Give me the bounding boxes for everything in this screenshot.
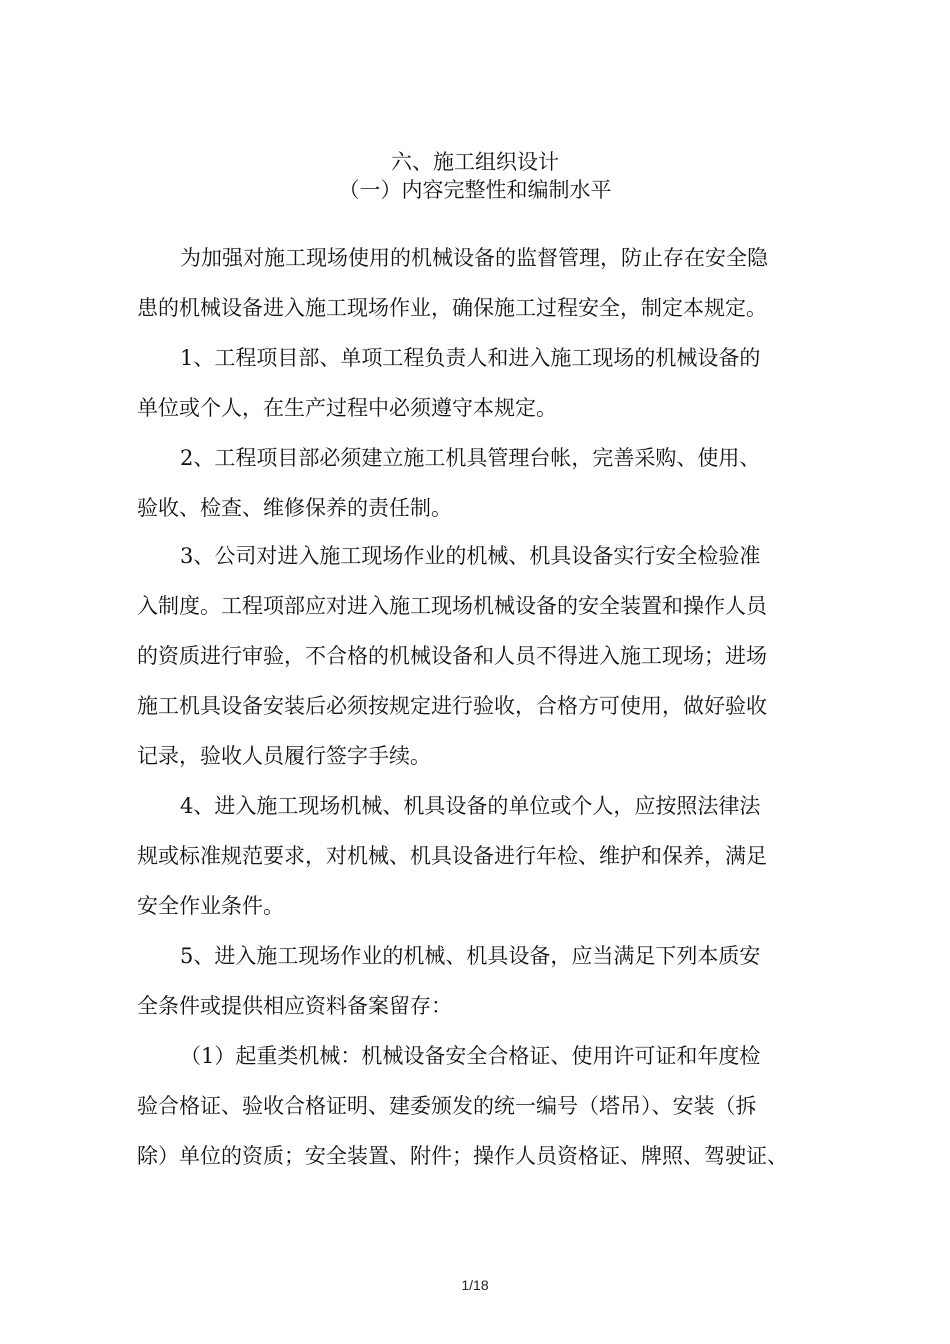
paragraph-line: 施工机具设备安装后必须按规定进行验收，合格方可使用，做好验收 (137, 694, 767, 718)
paragraph-line: 规或标准规范要求，对机械、机具设备进行年检、维护和保养，满足 (137, 844, 767, 868)
paragraph-line: 3、公司对进入施工现场作业的机械、机具设备实行安全检验准 (180, 544, 761, 568)
paragraph-line: 2、工程项目部必须建立施工机具管理台帐，完善采购、使用、 (180, 446, 761, 470)
paragraph-line: 4、进入施工现场机械、机具设备的单位或个人，应按照法律法 (180, 794, 761, 818)
paragraph-line: 的资质进行审验，不合格的机械设备和人员不得进入施工现场；进场 (137, 644, 767, 668)
section-subtitle: （一）内容完整性和编制水平 (338, 178, 612, 202)
paragraph-line: 除）单位的资质；安全装置、附件；操作人员资格证、牌照、驾驶证、 (137, 1144, 788, 1168)
paragraph-line: 单位或个人，在生产过程中必须遵守本规定。 (137, 396, 557, 420)
paragraph-line: 验合格证、验收合格证明、建委颁发的统一编号（塔吊）、安装（拆 (137, 1094, 757, 1118)
paragraph-line: 验收、检查、维修保养的责任制。 (137, 496, 452, 520)
paragraph-line: 1、工程项目部、单项工程负责人和进入施工现场的机械设备的 (180, 346, 761, 370)
section-title: 六、施工组织设计 (391, 150, 559, 174)
paragraph-line: （1）起重类机械：机械设备安全合格证、使用许可证和年度检 (180, 1044, 761, 1068)
paragraph-line: 全条件或提供相应资料备案留存： (137, 994, 452, 1018)
paragraph-line: 患的机械设备进入施工现场作业，确保施工过程安全，制定本规定。 (137, 296, 767, 320)
paragraph-line: 记录，验收人员履行签字手续。 (137, 744, 431, 768)
paragraph-line: 安全作业条件。 (137, 894, 284, 918)
paragraph-line: 入制度。工程项部应对进入施工现场机械设备的安全装置和操作人员 (137, 594, 767, 618)
paragraph-line: 为加强对施工现场使用的机械设备的监督管理，防止存在安全隐 (180, 246, 768, 270)
page-number: 1/18 (461, 1277, 489, 1293)
paragraph-line: 5、进入施工现场作业的机械、机具设备，应当满足下列本质安 (180, 944, 761, 968)
